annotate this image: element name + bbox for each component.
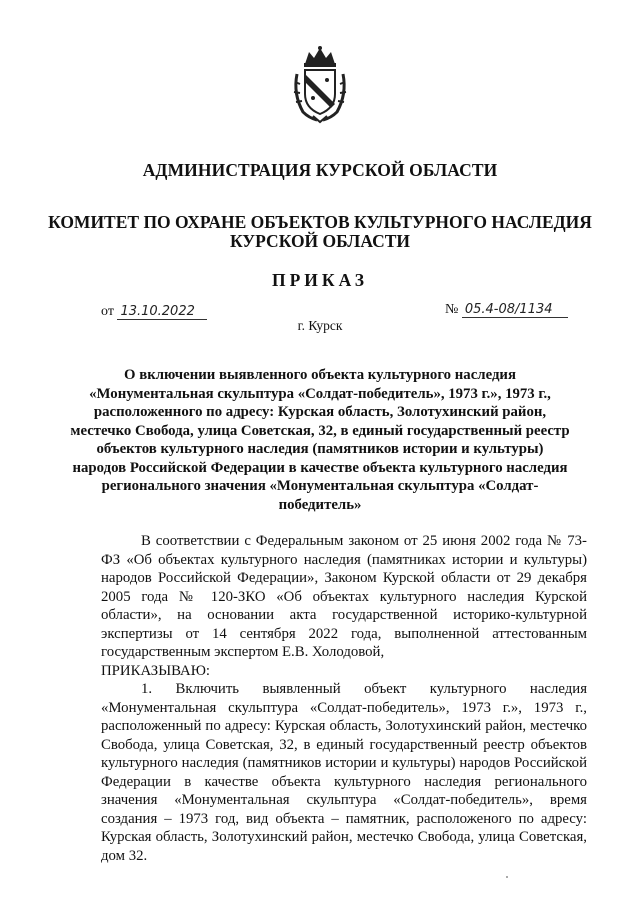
date-prefix: от [101,304,114,319]
administration-heading: АДМИНИСТРАЦИЯ КУРСКОЙ ОБЛАСТИ [142,160,498,180]
document-type: ПРИКАЗ [271,270,369,290]
order-item-1: 1. Включить выявленный объект культурного наследия «Монументальная скульптура «Солдат-победитель», 1973 г.», 1973 г., расположенный по адресу: Курская область, Золотухинский район, местечко Свобода, улица Советская, 32, в единый государственный реестр объектов культурного наследия (памятников истории и культуры) народов Российской Федерации в качестве объекта культурного наследия регионального значения «Монументальная скульптура «Солдат-победитель», время создания – 1973 год, вид объекта – памятник, расположеного по адресу: Курская область, Золотухинский район, местечко Свобода, улица Советская, дом 32. [101,681,587,864]
committee-heading [0,213,640,251]
city: г. Курск [297,318,343,333]
number-prefix: № [445,302,459,317]
order-word: ПРИКАЗЫВАЮ: [101,662,211,679]
number-row [445,302,568,318]
document-body [101,532,587,865]
document-title: О включении выявленного объекта культурного наследия «Монументальная скульптура «Солдат-победитель», 1973 г.», 1973 г., расположенного по адресу: Курская область, Золотухинский район, местечко Свобода, улица Советская, 32, в единый государственный реестр объектов культурного наследия (памятников истории и культуры) народов Российской Федерации в качестве объекта культурного наследия регионального значения «Монументальная скульптура «Солдат-победитель» [70,367,570,513]
committee-heading-line1: КОМИТЕТ ПО ОХРАНЕ ОБЪЕКТОВ КУЛЬТУРНОГО НАСЛЕДИЯ [48,212,592,232]
date-value: 13.10.2022 [117,305,207,320]
preamble-paragraph: В соответствии с Федеральным законом от 25 июня 2002 года № 73-ФЗ «Об объектах культурного наследия (памятниках истории и культуры) народов Российской Федерации», Законом Курской области от 29 декабря 2005 года № 120-ЗКО «Об объектах культурного наследия Курской области», на основании акта государственной историко-культурной экспертизы от 14 сентября 2022 года, выполненной аттестованным государственным экспертом Е.В. Холодовой, [101,533,587,660]
scan-speck [506,876,508,878]
coat-of-arms-icon [291,44,349,124]
number-value: 05.4-08/1134 [462,303,568,318]
committee-heading-line2: КУРСКОЙ ОБЛАСТИ [229,231,411,251]
